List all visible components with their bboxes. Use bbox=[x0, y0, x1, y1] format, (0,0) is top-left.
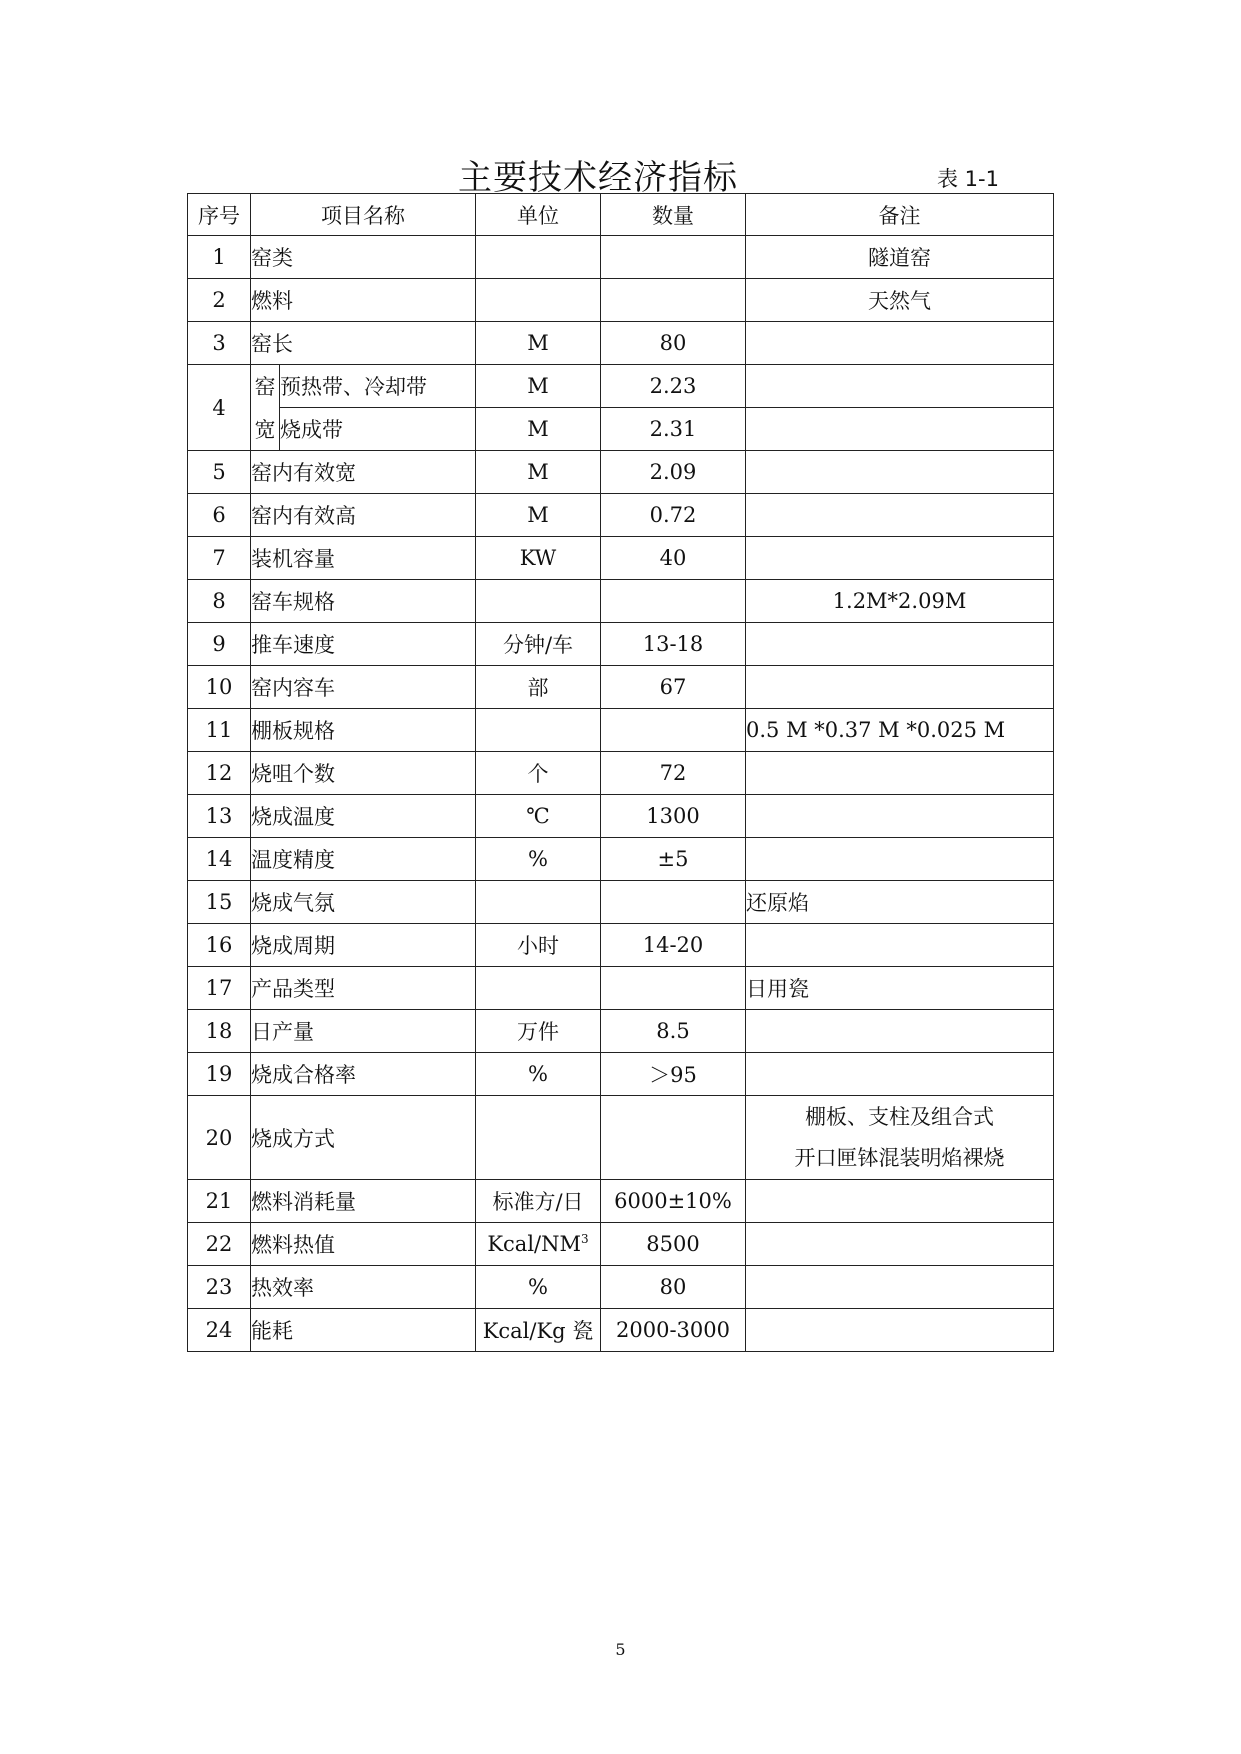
row-note bbox=[746, 322, 1054, 365]
row-unit: 标准方/日 bbox=[476, 1180, 601, 1223]
row-no: 8 bbox=[188, 580, 251, 623]
note-line: 开口匣钵混装明焰裸烧 bbox=[794, 1145, 1005, 1170]
row-no: 5 bbox=[188, 451, 251, 494]
row-unit: M bbox=[476, 451, 601, 494]
row-note bbox=[746, 1223, 1054, 1266]
table-row bbox=[188, 451, 1054, 494]
row-no: 6 bbox=[188, 494, 251, 537]
row-note: 天然气 bbox=[746, 279, 1054, 322]
row-name: 烧成带 bbox=[280, 408, 476, 451]
row-no: 9 bbox=[188, 623, 251, 666]
row-qty: 8500 bbox=[601, 1223, 746, 1266]
row-unit bbox=[476, 709, 601, 752]
row-no: 12 bbox=[188, 752, 251, 795]
row-no: 24 bbox=[188, 1309, 251, 1352]
row-no: 18 bbox=[188, 1010, 251, 1053]
row-no: 10 bbox=[188, 666, 251, 709]
note-line: 棚板、支柱及组合式 bbox=[805, 1104, 994, 1129]
row-qty: 2000-3000 bbox=[601, 1309, 746, 1352]
row-unit: KW bbox=[476, 537, 601, 580]
row-qty: 72 bbox=[601, 752, 746, 795]
row-qty bbox=[601, 236, 746, 279]
row-unit: M bbox=[476, 408, 601, 451]
row-note bbox=[746, 752, 1054, 795]
row-no: 20 bbox=[188, 1096, 251, 1180]
row-note bbox=[746, 365, 1054, 408]
row-qty: 67 bbox=[601, 666, 746, 709]
row-note: 日用瓷 bbox=[746, 967, 1054, 1010]
table-row bbox=[188, 1053, 1054, 1096]
row-unit: % bbox=[476, 1053, 601, 1096]
row-qty: 40 bbox=[601, 537, 746, 580]
table-row bbox=[188, 881, 1054, 924]
row-unit bbox=[476, 236, 601, 279]
row-name: 热效率 bbox=[251, 1266, 476, 1309]
page-number: 5 bbox=[615, 1640, 626, 1659]
row-name: 窑车规格 bbox=[251, 580, 476, 623]
row-no: 14 bbox=[188, 838, 251, 881]
table-row bbox=[188, 1266, 1054, 1309]
table-row bbox=[188, 537, 1054, 580]
row-qty: 80 bbox=[601, 322, 746, 365]
row-note bbox=[746, 1096, 1054, 1180]
row-unit bbox=[476, 967, 601, 1010]
row-qty: 8.5 bbox=[601, 1010, 746, 1053]
row-name: 窑类 bbox=[251, 236, 476, 279]
row-note: 0.5 M *0.37 M *0.025 M bbox=[746, 709, 1054, 752]
row-no: 7 bbox=[188, 537, 251, 580]
row-name: 棚板规格 bbox=[251, 709, 476, 752]
row-no: 1 bbox=[188, 236, 251, 279]
row-note bbox=[746, 795, 1054, 838]
table-row bbox=[188, 365, 1054, 408]
row-note bbox=[746, 924, 1054, 967]
table-number: 表 1-1 bbox=[937, 167, 999, 191]
row-name: 装机容量 bbox=[251, 537, 476, 580]
row-unit: M bbox=[476, 365, 601, 408]
row-name: 烧成周期 bbox=[251, 924, 476, 967]
row-no: 2 bbox=[188, 279, 251, 322]
row-name: 温度精度 bbox=[251, 838, 476, 881]
row-name: 窑长 bbox=[251, 322, 476, 365]
row-qty: 14-20 bbox=[601, 924, 746, 967]
row-name: 燃料消耗量 bbox=[251, 1180, 476, 1223]
row-note bbox=[746, 537, 1054, 580]
row-name: 烧成方式 bbox=[251, 1096, 476, 1180]
row-note bbox=[746, 451, 1054, 494]
table-row bbox=[188, 322, 1054, 365]
row-no: 22 bbox=[188, 1223, 251, 1266]
row-unit bbox=[476, 580, 601, 623]
row-qty bbox=[601, 881, 746, 924]
table-row bbox=[188, 1223, 1054, 1266]
header-row bbox=[188, 194, 1054, 236]
header-note: 备注 bbox=[746, 194, 1054, 236]
row-unit bbox=[476, 279, 601, 322]
row-note: 隧道窑 bbox=[746, 236, 1054, 279]
row-no: 13 bbox=[188, 795, 251, 838]
row-no: 11 bbox=[188, 709, 251, 752]
row-name: 推车速度 bbox=[251, 623, 476, 666]
table-row bbox=[188, 795, 1054, 838]
group-label-char: 窑 bbox=[251, 365, 280, 408]
table-row bbox=[188, 967, 1054, 1010]
header-qty: 数量 bbox=[601, 194, 746, 236]
row-no: 17 bbox=[188, 967, 251, 1010]
row-note: 还原焰 bbox=[746, 881, 1054, 924]
row-note bbox=[746, 838, 1054, 881]
row-no: 15 bbox=[188, 881, 251, 924]
row-name: 预热带、冷却带 bbox=[280, 365, 476, 408]
row-qty: 6000±10% bbox=[601, 1180, 746, 1223]
row-note bbox=[746, 408, 1054, 451]
row-name: 烧成合格率 bbox=[251, 1053, 476, 1096]
row-qty: ±5 bbox=[601, 838, 746, 881]
table-row bbox=[188, 1180, 1054, 1223]
spec-table bbox=[187, 193, 1054, 1352]
row-qty: ＞95 bbox=[601, 1053, 746, 1096]
table-row bbox=[188, 236, 1054, 279]
row-unit: ℃ bbox=[476, 795, 601, 838]
table-row bbox=[188, 924, 1054, 967]
row-qty: 13-18 bbox=[601, 623, 746, 666]
row-name: 产品类型 bbox=[251, 967, 476, 1010]
row-unit: Kcal/Kg 瓷 bbox=[476, 1309, 601, 1352]
row-unit: 万件 bbox=[476, 1010, 601, 1053]
row-unit: M bbox=[476, 494, 601, 537]
row-note bbox=[746, 494, 1054, 537]
row-note bbox=[746, 1010, 1054, 1053]
table-row bbox=[188, 709, 1054, 752]
table-row bbox=[188, 666, 1054, 709]
row-name: 烧咀个数 bbox=[251, 752, 476, 795]
row-name: 烧成气氛 bbox=[251, 881, 476, 924]
row-qty: 2.09 bbox=[601, 451, 746, 494]
table-row bbox=[188, 494, 1054, 537]
row-no: 4 bbox=[188, 365, 251, 451]
row-note bbox=[746, 1053, 1054, 1096]
unit-text: Kcal/NM bbox=[487, 1232, 581, 1256]
row-unit: M bbox=[476, 322, 601, 365]
table-row bbox=[188, 1010, 1054, 1053]
row-unit: 分钟/车 bbox=[476, 623, 601, 666]
row-note bbox=[746, 1266, 1054, 1309]
row-name: 窑内容车 bbox=[251, 666, 476, 709]
table-row bbox=[188, 752, 1054, 795]
row-note bbox=[746, 623, 1054, 666]
row-unit: 部 bbox=[476, 666, 601, 709]
table-row bbox=[188, 838, 1054, 881]
row-qty bbox=[601, 967, 746, 1010]
header-no: 序号 bbox=[188, 194, 251, 236]
row-qty: 0.72 bbox=[601, 494, 746, 537]
row-qty: 1300 bbox=[601, 795, 746, 838]
row-unit bbox=[476, 1223, 601, 1266]
row-unit: 个 bbox=[476, 752, 601, 795]
row-note bbox=[746, 1180, 1054, 1223]
row-unit bbox=[476, 1096, 601, 1180]
row-name: 燃料热值 bbox=[251, 1223, 476, 1266]
table-row bbox=[188, 1309, 1054, 1352]
row-note: 1.2M*2.09M bbox=[746, 580, 1054, 623]
row-qty: 2.31 bbox=[601, 408, 746, 451]
page-title: 主要技术经济指标 bbox=[458, 158, 738, 198]
header-unit: 单位 bbox=[476, 194, 601, 236]
table-row bbox=[188, 580, 1054, 623]
row-qty: 80 bbox=[601, 1266, 746, 1309]
row-qty bbox=[601, 279, 746, 322]
table-row bbox=[188, 408, 1054, 451]
row-name: 燃料 bbox=[251, 279, 476, 322]
row-qty bbox=[601, 1096, 746, 1180]
row-no: 16 bbox=[188, 924, 251, 967]
row-qty bbox=[601, 709, 746, 752]
header-name: 项目名称 bbox=[251, 194, 476, 236]
row-no: 3 bbox=[188, 322, 251, 365]
row-note bbox=[746, 1309, 1054, 1352]
row-unit: % bbox=[476, 1266, 601, 1309]
row-no: 19 bbox=[188, 1053, 251, 1096]
group-label-char: 宽 bbox=[251, 408, 280, 451]
row-no: 21 bbox=[188, 1180, 251, 1223]
row-unit: % bbox=[476, 838, 601, 881]
unit-superscript: 3 bbox=[581, 1232, 589, 1246]
row-qty: 2.23 bbox=[601, 365, 746, 408]
row-name: 烧成温度 bbox=[251, 795, 476, 838]
table-row bbox=[188, 623, 1054, 666]
row-name: 能耗 bbox=[251, 1309, 476, 1352]
table-row bbox=[188, 1096, 1054, 1180]
table-row bbox=[188, 279, 1054, 322]
row-name: 日产量 bbox=[251, 1010, 476, 1053]
row-unit bbox=[476, 881, 601, 924]
row-no: 23 bbox=[188, 1266, 251, 1309]
row-name: 窑内有效高 bbox=[251, 494, 476, 537]
row-qty bbox=[601, 580, 746, 623]
row-unit: 小时 bbox=[476, 924, 601, 967]
row-name: 窑内有效宽 bbox=[251, 451, 476, 494]
row-note bbox=[746, 666, 1054, 709]
